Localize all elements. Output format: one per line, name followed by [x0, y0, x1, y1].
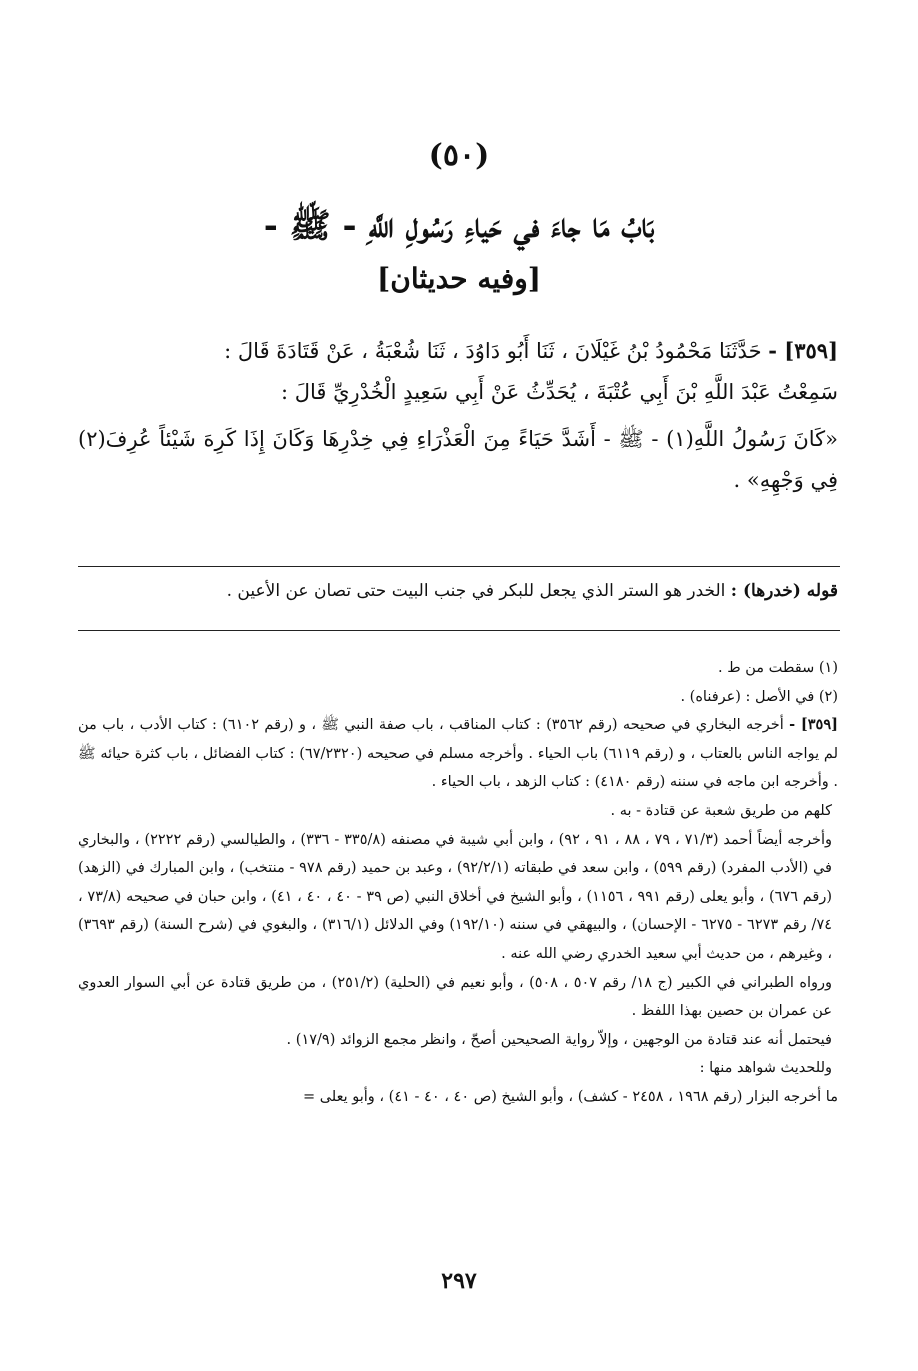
chapter-number: (٥٠): [428, 138, 490, 173]
takhrij-paragraph-5: فيحتمل أنه عند قتادة من الوجهين ، وإلاّ رواية الصحيحين أصحّ ، وانظر مجمع الزوائد (١٧/٩) .: [286, 1031, 832, 1048]
chapter-title: بَابُ مَا جاءَ في حَياءِ رَسُولِ اللَّهِ - ﷺ -: [263, 206, 655, 246]
hadith-isnad-line-1: [78, 330, 838, 372]
hadith-isnad-line-2: سَمِعْتُ عَبْدَ اللَّهِ بْنَ أَبِي عُتْبَةَ ، يُحَدِّثُ عَنْ أَبِي سَعِيدٍ الْخُدْرِيِّ قَالَ :: [281, 380, 838, 404]
takhrij-number: [٣٥٩] -: [789, 716, 839, 734]
chapter-subtitle: [وفيه حديثان]: [377, 262, 541, 295]
hadith-matn: «كَانَ رَسُولُ اللَّهِ(١) - ﷺ - أَشَدَّ حَيَاءً مِنَ الْعَذْرَاءِ فِي خِدْرِهَا وَكَانَ إِذَا كَرِهَ شَيْئاً عُرِفَ(٢) فِي وَجْهِهِ» .: [78, 427, 839, 492]
footnotes: [78, 654, 838, 1112]
takhrij-paragraph-6: وللحديث شواهد منها :: [699, 1060, 832, 1077]
hadith-isnad-1: حَدَّثَنَا مَحْمُودُ بْنُ غَيْلَانَ ، ثَنَا أَبُو دَاوُدَ ، ثَنَا شُعْبَةُ ، عَنْ قَتَادَةَ قَالَ :: [224, 339, 762, 363]
hadith-text: [78, 330, 838, 501]
top-divider: [78, 566, 840, 567]
takhrij-paragraph-2: كلهم من طريق شعبة عن قتادة - به .: [610, 802, 832, 819]
gloss-term: قوله (خدرها) :: [730, 581, 838, 601]
footnote-divider: [78, 630, 840, 631]
takhrij-paragraph-3: وأخرجه أيضاً أحمد (٧١/٣ ، ٧٩ ، ٨٨ ، ٩١ ، ٩٢) ، وابن أبي شيبة في مصنفه (٣٣٥/٨ - ٣٣٦) ، والطيالسي (رقم ٢٢٢٢) ، والبخاري في (الأدب المفرد) (رقم ٥٩٩) ، وابن سعد في طبقاته (٩٢/٢/١) ، وعبد بن حميد (رقم ٩٧٨ - منتخب) ، وابن المبارك في (الزهد) (رقم ٦٧٦) ، وأبو يعلى (رقم ٩٩١ ، ١١٥٦) ، وأبو الشيخ في أخلاق النبي (ص ٣٩ - ٤٠ ، ٤٠ ، ٤١) ، وابن حبان في صحيحه (٧٣/٨ ، ٧٤/ رقم ٦٢٧٣ - ٦٢٧٥ - الإحسان) ، والبيهقي في سننه (١٩٢/١٠) وفي الدلائل (٣١٦/١) ، والبغوي في (شرح السنة) (رقم ٣٦٩٣) ، وغيرهم ، من حديث أبي سعيد الخدري رضي الله عنه .: [78, 831, 833, 962]
takhrij-text-1: أخرجه البخاري في صحيحه (رقم ٣٥٦٢) : كتاب المناقب ، باب صفة النبي ﷺ ، و (رقم ٦١٠٢) : كتاب الأدب ، باب من لم يواجه الناس بالعتاب ، و (رقم ٦١١٩) باب الحياء . وأخرجه مسلم في صحيحه (٦٧/٢٣٢٠) : كتاب الفضائل ، باب كثرة حيائه ﷺ . وأخرجه ابن ماجه في سننه (رقم ٤١٨٠) : كتاب الزهد ، باب الحياء .: [78, 717, 838, 791]
gloss-note: [78, 574, 838, 608]
page-number: ٢٩٧: [441, 1268, 477, 1294]
footnote-1: (١) سقطت من ط .: [717, 660, 838, 676]
takhrij-paragraph-1: [78, 711, 838, 797]
takhrij-paragraph-4: ورواه الطبراني في الكبير (ج ١٨/ رقم ٥٠٧ ، ٥٠٨) ، وأبو نعيم في (الحلية) (٢٥١/٢) ، من طريق قتادة عن أبي السوار العدوي عن عمران بن حصين بهذا اللفظ .: [78, 974, 832, 1020]
hadith-number: [٣٥٩] -: [768, 338, 838, 363]
footnote-2: (٢) في الأصل : (عرفناه) .: [680, 688, 838, 705]
gloss-text: الخدر هو الستر الذي يجعل للبكر في جنب البيت حتى تصان عن الأعين .: [226, 581, 726, 601]
takhrij-paragraph-7: ما أخرجه البزار (رقم ١٩٦٨ ، ٢٤٥٨ - كشف) ، وأبو الشيخ (ص ٤٠ ، ٤٠ - ٤١) ، وأبو يعلى =: [302, 1088, 838, 1105]
